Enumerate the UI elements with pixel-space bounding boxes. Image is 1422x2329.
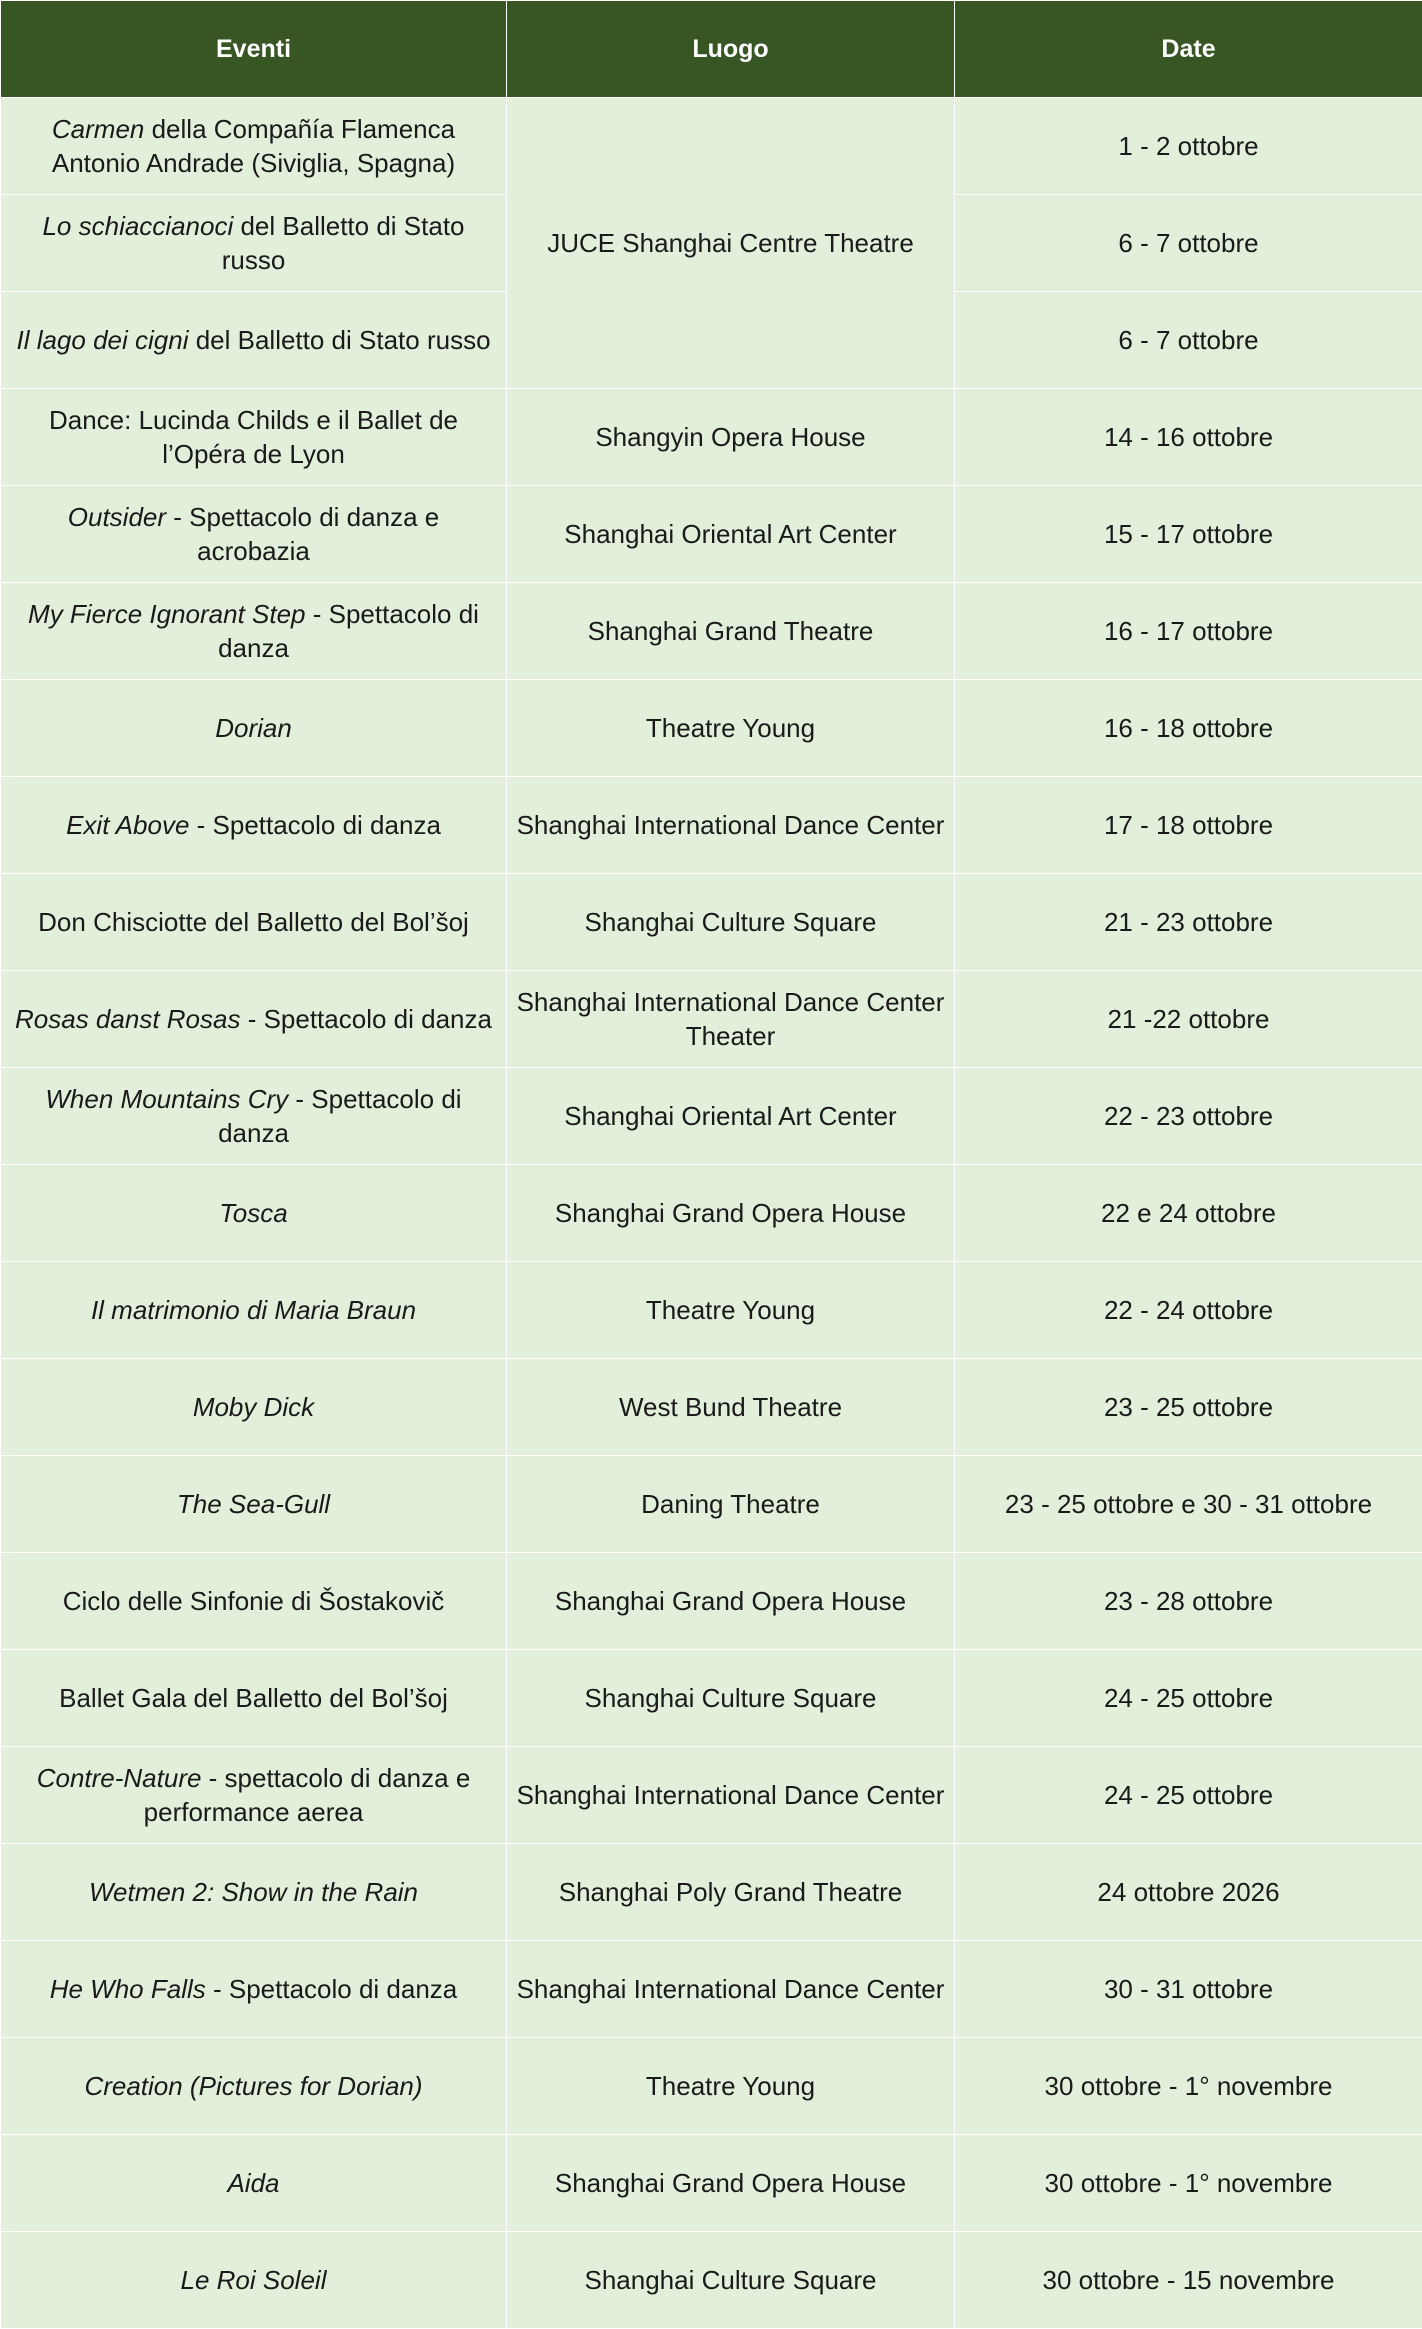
event-title: He Who Falls [49,1974,206,2004]
event-cell [1,1941,507,2038]
date-cell: 6 - 7 ottobre [955,195,1422,292]
venue-cell: Shangyin Opera House [507,389,955,486]
event-title: My Fierce Ignorant Step [28,599,306,629]
event-cell [1,1068,507,1165]
event-cell [1,583,507,680]
event-title: Carmen [51,114,145,144]
table-row [1,1262,1422,1359]
date-cell: 30 ottobre - 1° novembre [955,2038,1422,2135]
event-title: Il lago dei cigni [16,325,189,355]
event-title: Creation (Pictures for Dorian) [84,2071,423,2101]
date-cell: 24 ottobre 2026 [955,1844,1422,1941]
event-title: Rosas danst Rosas [15,1004,241,1034]
table-row [1,1844,1422,1941]
event-title: Tosca [219,1198,288,1228]
event-cell [1,1650,507,1747]
event-cell [1,777,507,874]
event-title: Wetmen 2: Show in the Rain [88,1877,419,1907]
date-cell: 15 - 17 ottobre [955,486,1422,583]
venue-cell: Shanghai Grand Opera House [507,2135,955,2232]
header-dates: Date [955,1,1422,98]
date-cell: 22 e 24 ottobre [955,1165,1422,1262]
venue-cell: Daning Theatre [507,1456,955,1553]
table-row [1,1941,1422,2038]
venue-cell: Shanghai International Dance Center [507,1941,955,2038]
event-cell [1,680,507,777]
table-row [1,389,1422,486]
event-description: - Spettacolo di danza [205,1974,458,2004]
event-title: Le Roi Soleil [180,2265,327,2295]
date-cell: 22 - 23 ottobre [955,1068,1422,1165]
venue-cell: Shanghai Grand Theatre [507,583,955,680]
date-cell: 16 - 18 ottobre [955,680,1422,777]
venue-cell: Shanghai Grand Opera House [507,1553,955,1650]
event-description: del Balletto di Stato russo [188,325,491,355]
table-row [1,2135,1422,2232]
event-cell [1,98,507,195]
venue-cell: JUCE Shanghai Centre Theatre [507,98,955,389]
event-cell [1,874,507,971]
date-cell: 23 - 25 ottobre [955,1359,1422,1456]
event-title: Il matrimonio di Maria Braun [90,1295,417,1325]
event-description: della Compañía Flamenca Antonio Andrade (Siviglia, Spagna) [51,114,456,178]
table-row [1,1165,1422,1262]
event-cell [1,2038,507,2135]
event-title: Lo schiaccianoci [42,211,234,241]
event-cell [1,1844,507,1941]
date-cell: 30 - 31 ottobre [955,1941,1422,2038]
table-row [1,486,1422,583]
event-description: - spettacolo di danza e performance aerea [143,1763,471,1827]
date-cell: 6 - 7 ottobre [955,292,1422,389]
event-description: Don Chisciotte del Balletto del Bol’šoj [38,907,469,937]
table-row [1,680,1422,777]
date-cell: 21 - 23 ottobre [955,874,1422,971]
table-row [1,1456,1422,1553]
venue-cell: Shanghai International Dance Center Theater [507,971,955,1068]
event-description: - Spettacolo di danza [189,810,441,840]
date-cell: 16 - 17 ottobre [955,583,1422,680]
date-cell: 23 - 28 ottobre [955,1553,1422,1650]
event-cell [1,1165,507,1262]
event-description: del Balletto di Stato russo [221,211,465,275]
event-cell [1,1747,507,1844]
date-cell: 30 ottobre - 15 novembre [955,2232,1422,2329]
event-cell [1,486,507,583]
table-row [1,1747,1422,1844]
table-row [1,2232,1422,2329]
date-cell: 17 - 18 ottobre [955,777,1422,874]
event-cell [1,389,507,486]
event-title: Aida [227,2168,280,2198]
venue-cell: Theatre Young [507,2038,955,2135]
venue-cell: Shanghai Poly Grand Theatre [507,1844,955,1941]
event-cell [1,1359,507,1456]
table-row [1,874,1422,971]
event-title: Exit Above [66,810,190,840]
date-cell: 14 - 16 ottobre [955,389,1422,486]
venue-cell: Shanghai International Dance Center [507,777,955,874]
table-row [1,583,1422,680]
event-cell [1,195,507,292]
table-body [1,98,1422,2329]
event-cell [1,1456,507,1553]
event-title: Outsider [67,502,167,532]
venue-cell: Shanghai Grand Opera House [507,1165,955,1262]
table-row [1,2038,1422,2135]
event-cell [1,2135,507,2232]
table-row [1,1068,1422,1165]
table-row [1,971,1422,1068]
venue-cell: West Bund Theatre [507,1359,955,1456]
venue-cell: Shanghai Culture Square [507,2232,955,2329]
date-cell: 24 - 25 ottobre [955,1650,1422,1747]
venue-cell: Shanghai Oriental Art Center [507,486,955,583]
table-row [1,777,1422,874]
header-row [1,1,1422,98]
event-cell [1,292,507,389]
event-title: When Mountains Cry [45,1084,289,1114]
date-cell: 23 - 25 ottobre e 30 - 31 ottobre [955,1456,1422,1553]
table-row [1,1650,1422,1747]
event-description: - Spettacolo di danza [218,1084,462,1148]
table-row [1,1359,1422,1456]
event-description: Ciclo delle Sinfonie di Šostakovič [62,1586,445,1616]
date-cell: 22 - 24 ottobre [955,1262,1422,1359]
event-cell [1,1553,507,1650]
event-description: - Spettacolo di danza [240,1004,492,1034]
event-cell [1,2232,507,2329]
venue-cell: Shanghai Oriental Art Center [507,1068,955,1165]
venue-cell: Shanghai Culture Square [507,1650,955,1747]
event-description: - Spettacolo di danza [218,599,479,663]
event-description: Ballet Gala del Balletto del Bol’šoj [59,1683,448,1713]
venue-cell: Theatre Young [507,680,955,777]
table-row [1,1553,1422,1650]
date-cell: 24 - 25 ottobre [955,1747,1422,1844]
venue-cell: Theatre Young [507,1262,955,1359]
event-description: - Spettacolo di danza e acrobazia [166,502,440,566]
date-cell: 21 -22 ottobre [955,971,1422,1068]
table-row [1,98,1422,195]
event-cell [1,971,507,1068]
date-cell: 1 - 2 ottobre [955,98,1422,195]
venue-cell: Shanghai International Dance Center [507,1747,955,1844]
event-cell [1,1262,507,1359]
venue-cell: Shanghai Culture Square [507,874,955,971]
event-description: Dance: Lucinda Childs e il Ballet de l’Opéra de Lyon [48,405,459,469]
event-title: Moby Dick [192,1392,315,1422]
event-title: Contre-Nature [36,1763,202,1793]
event-title: The Sea-Gull [176,1489,331,1519]
event-title: Dorian [215,713,292,743]
date-cell: 30 ottobre - 1° novembre [955,2135,1422,2232]
header-events: Eventi [1,1,507,98]
header-venue: Luogo [507,1,955,98]
